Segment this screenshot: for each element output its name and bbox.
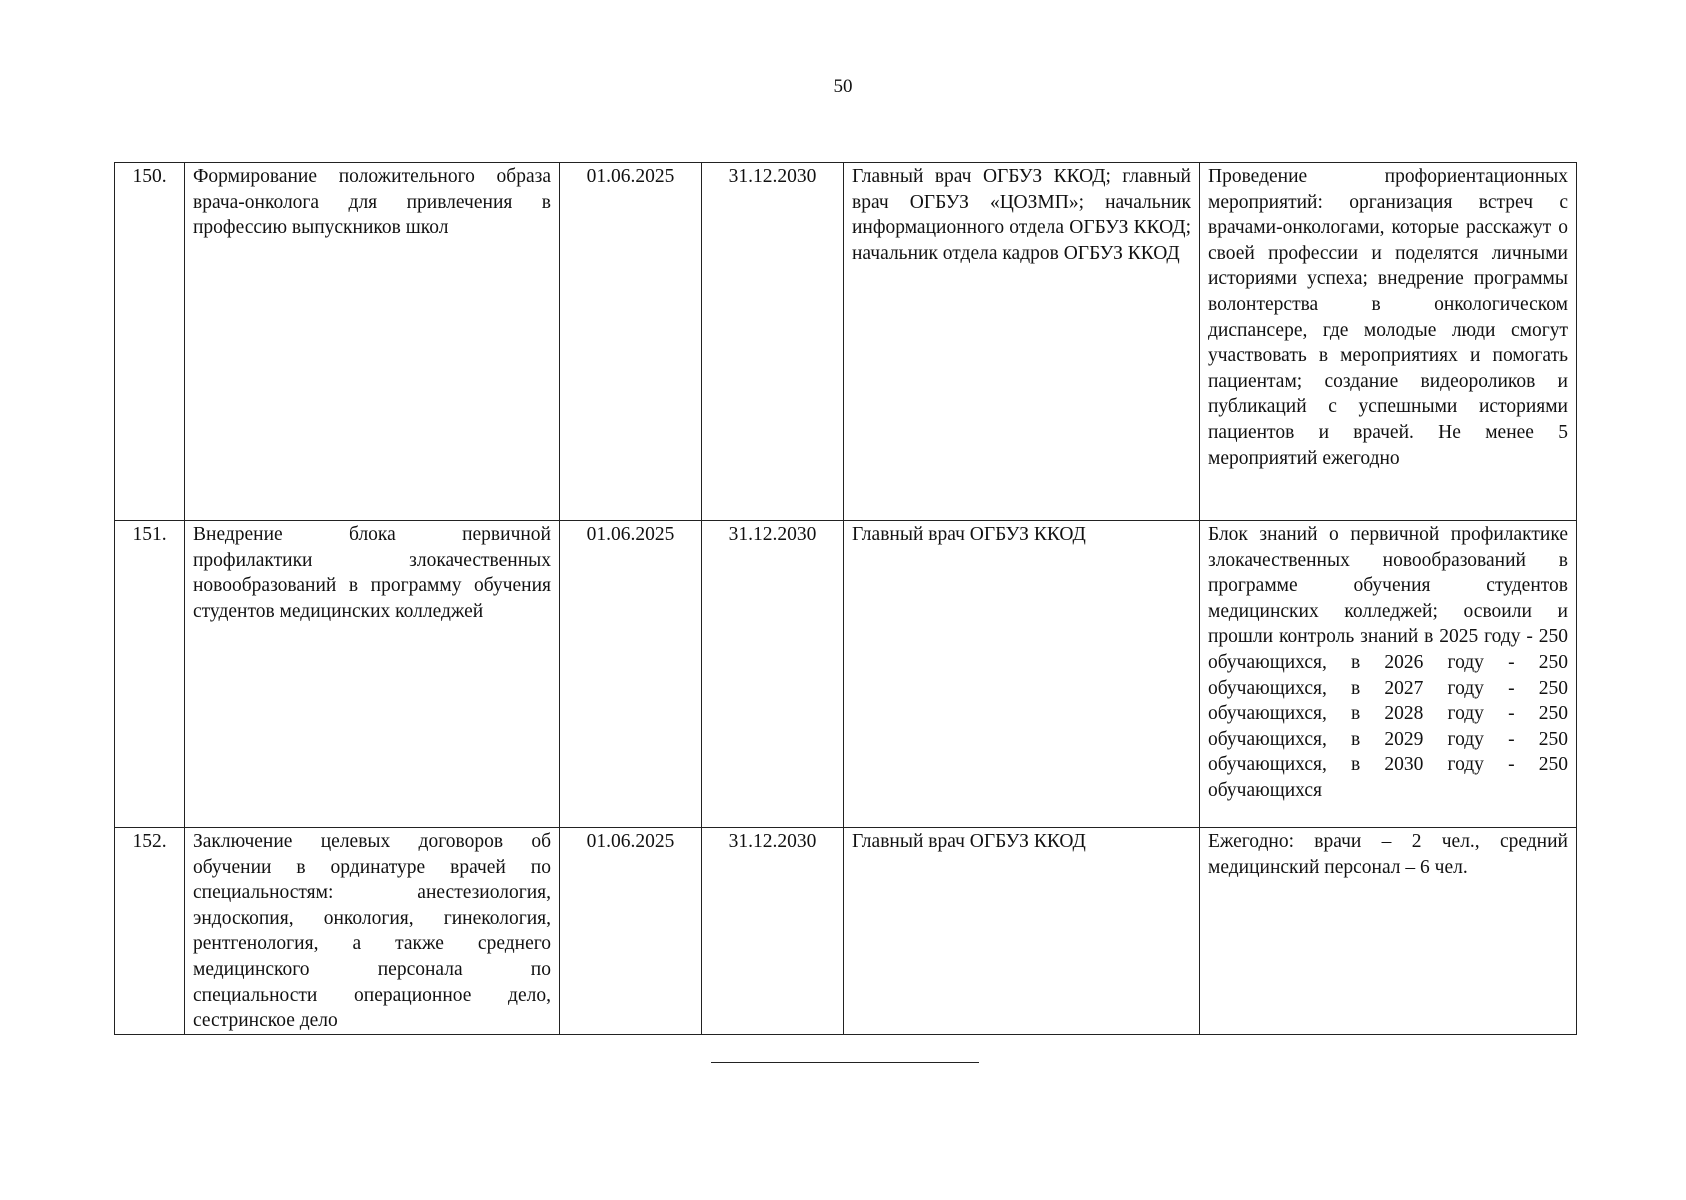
result-cell: Блок знаний о первичной профилактике злокачественных новообразований в программе обучения студентов медицинских колледжей; освоили и прошли контроль знаний в 2025 году - 250 обучающихся, в 2026 году - 250 обучающихся, в 2027 году - 250 обучающихся, в 2028 году - 250 обучающихся, в 2029 году - 250 обучающихся, в 2030 году - 250 обучающихся [1200,521,1577,828]
row-number: 151. [115,521,185,828]
end-date-cell: 31.12.2030 [702,163,844,521]
responsible-cell: Главный врач ОГБУЗ ККОД [844,521,1200,828]
table-row [115,521,1577,828]
measure-cell: Формирование положительного образа врача-онколога для привлечения в профессию выпускников школ [185,163,560,521]
row-number: 152. [115,828,185,1035]
measures-table [114,162,1577,1035]
table-row [115,828,1577,1035]
start-date-cell: 01.06.2025 [560,828,702,1035]
table-row [115,163,1577,521]
measure-cell: Внедрение блока первичной профилактики злокачественных новообразований в программу обучения студентов медицинских колледжей [185,521,560,828]
responsible-cell: Главный врач ОГБУЗ ККОД; главный врач ОГБУЗ «ЦОЗМП»; начальник информационного отдела ОГБУЗ ККОД; начальник отдела кадров ОГБУЗ ККОД [844,163,1200,521]
end-date-cell: 31.12.2030 [702,521,844,828]
end-date-cell: 31.12.2030 [702,828,844,1035]
result-cell: Проведение профориентационных мероприятий: организация встреч с врачами-онкологами, которые расскажут о своей профессии и поделятся личными историями успеха; внедрение программы волонтерства в онкологическом диспансере, где молодые люди смогут участвовать в мероприятиях и помогать пациентам; создание видеороликов и публикаций с успешными историями пациентов и врачей. Не менее 5 мероприятий ежегодно [1200,163,1577,521]
measure-cell: Заключение целевых договоров об обучении в ординатуре врачей по специальностям: анестезиология, эндоскопия, онкология, гинекология, рентгенология, а также среднего медицинского персонала по специальности операционное дело, сестринское дело [185,828,560,1035]
page-number: 50 [833,76,853,97]
end-of-document-rule [711,1062,979,1063]
start-date-cell: 01.06.2025 [560,163,702,521]
row-number: 150. [115,163,185,521]
responsible-cell: Главный врач ОГБУЗ ККОД [844,828,1200,1035]
start-date-cell: 01.06.2025 [560,521,702,828]
result-cell: Ежегодно: врачи – 2 чел., средний медицинский персонал – 6 чел. [1200,828,1577,1035]
